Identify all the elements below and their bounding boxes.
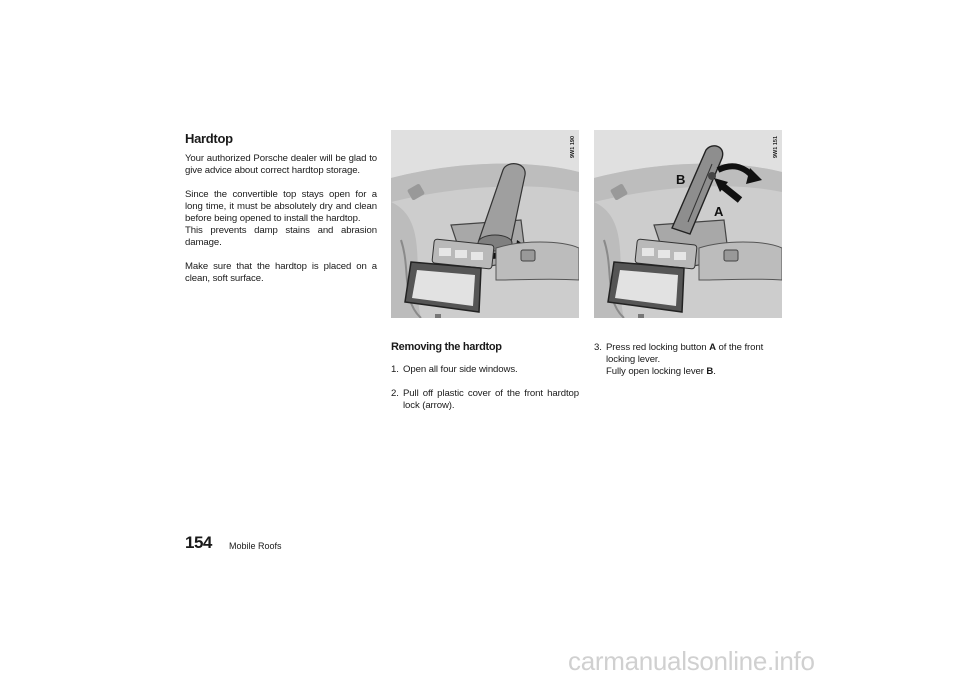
figure-locking-lever — [594, 130, 782, 318]
list-item — [391, 388, 579, 412]
step-text: Open all four side windows. — [403, 364, 518, 375]
label-b: B — [706, 366, 714, 377]
figure-hardtop-lock-cover — [391, 130, 579, 318]
callout-a: A — [714, 204, 724, 219]
section-heading: Hardtop — [185, 131, 233, 146]
step-3 — [594, 342, 784, 390]
step-text-part: of the front locking lever. — [606, 342, 764, 365]
step-number: 1. — [391, 364, 399, 375]
paragraph-soft-surface: Make sure that the hardtop is placed on a clean, soft surface. — [185, 261, 377, 284]
subsection-heading: Removing the hardtop — [391, 341, 502, 353]
paragraph-damp-stains: This prevents damp stains and abrasion damage. — [185, 225, 377, 248]
page-number: 154 — [185, 533, 212, 552]
step-text-part: Press red locking button — [606, 342, 710, 353]
callout-b: B — [676, 172, 686, 187]
step-number: 2. — [391, 388, 399, 399]
step-number: 3. — [594, 342, 602, 353]
step-text: Pull off plastic cover of the front hardtop lock (arrow). — [403, 388, 579, 411]
steps-list — [391, 364, 579, 424]
illustration-locking-lever — [594, 130, 782, 318]
illustration-lock-cover — [391, 130, 579, 318]
intro-text — [185, 153, 377, 297]
paragraph-dealer: Your authorized Porsche dealer will be glad to give advice about correct hardtop storage. — [185, 153, 377, 176]
watermark: carmanualsonline.info — [568, 646, 815, 676]
list-item — [391, 364, 579, 376]
paragraph-dry-clean: Since the convertible top stays open for a long time, it must be absolutely dry and clean before being opened to install the hardtop. — [185, 189, 377, 224]
list-item — [594, 342, 784, 378]
step-text-part: . — [713, 366, 716, 377]
step-text-part: Fully open locking lever — [606, 366, 707, 377]
figure-code: 9W1 190 — [570, 136, 576, 159]
label-a: A — [709, 342, 716, 353]
section-title: Mobile Roofs — [229, 541, 282, 551]
figure-code: 9W1 151 — [773, 136, 779, 159]
